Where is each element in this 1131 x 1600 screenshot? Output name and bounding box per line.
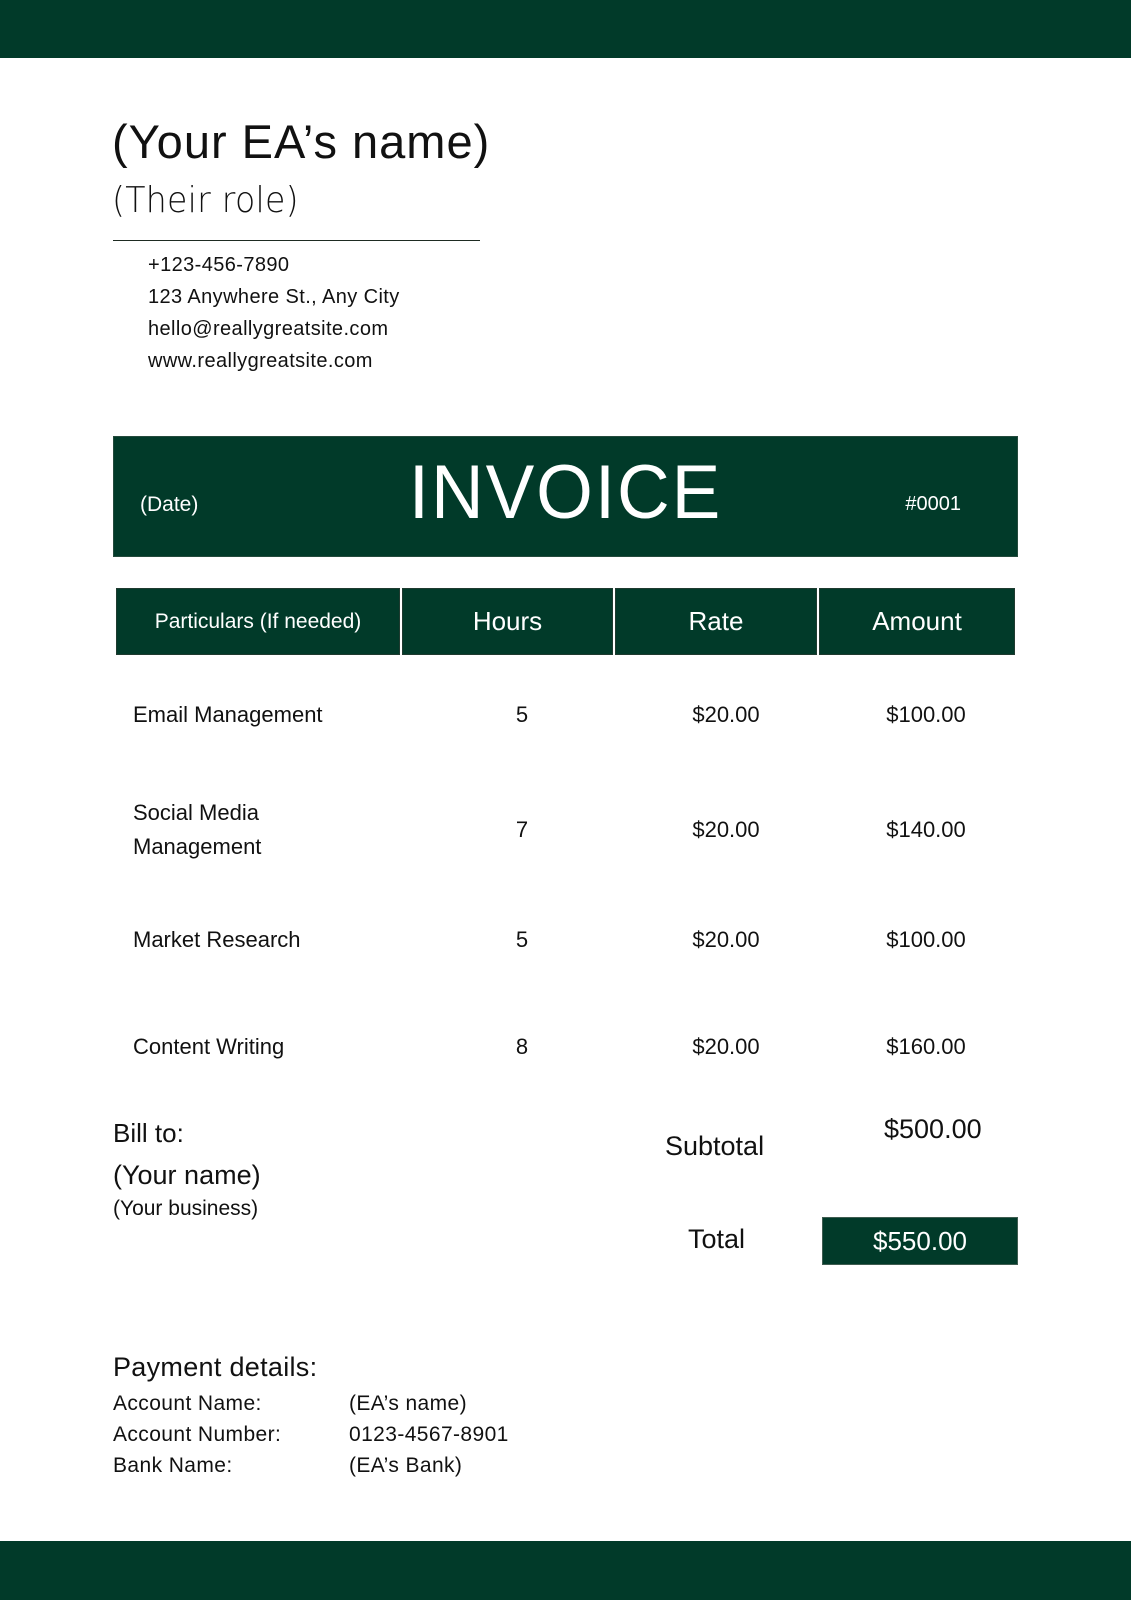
top-decorative-bar <box>0 0 1131 58</box>
row-hours: 8 <box>515 1034 529 1059</box>
bottom-decorative-bar <box>0 1541 1131 1600</box>
table-row <box>116 920 1016 960</box>
contact-phone: +123-456-7890 <box>148 254 290 276</box>
invoice-number: #0001 <box>905 493 961 515</box>
row-amount: $100.00 <box>886 927 966 952</box>
row-amount: $140.00 <box>886 817 966 842</box>
bank-name-label: Bank Name: <box>113 1454 233 1477</box>
column-header-hours: Hours <box>402 588 613 655</box>
row-amount: $160.00 <box>886 1034 966 1059</box>
bank-name-value: (EA’s Bank) <box>349 1454 463 1477</box>
row-amount: $100.00 <box>886 702 966 727</box>
row-description: Email Management <box>133 702 323 727</box>
account-number-label: Account Number: <box>113 1423 282 1446</box>
account-number-value: 0123-4567-8901 <box>349 1423 509 1446</box>
account-name-value: (EA’s name) <box>349 1392 467 1415</box>
column-header-particulars: Particulars (If needed) <box>116 588 400 655</box>
table-row <box>116 795 1016 865</box>
invoice-banner <box>113 436 1018 557</box>
row-rate: $20.00 <box>692 817 760 842</box>
column-header-amount: Amount <box>819 588 1015 655</box>
bill-to-label: Bill to: <box>113 1118 184 1148</box>
row-hours: 7 <box>515 817 529 842</box>
row-description: Content Writing <box>133 1034 285 1059</box>
invoice-title: INVOICE <box>408 450 723 535</box>
contact-email: hello@reallygreatsite.com <box>148 318 389 340</box>
payment-details-title: Payment details: <box>113 1352 318 1382</box>
table-row <box>116 1027 1016 1067</box>
account-name-label: Account Name: <box>113 1392 262 1415</box>
row-description: Market Research <box>133 927 301 952</box>
ea-role: (Their role) <box>112 180 299 221</box>
ea-name: (Your EA’s name) <box>112 115 491 168</box>
row-rate: $20.00 <box>692 702 760 727</box>
row-hours: 5 <box>515 702 529 727</box>
row-rate: $20.00 <box>692 1034 760 1059</box>
contact-website: www.reallygreatsite.com <box>148 350 373 372</box>
bill-to-business: (Your business) <box>113 1197 259 1220</box>
header-divider <box>113 240 480 241</box>
total-label: Total <box>688 1224 746 1254</box>
invoice-date: (Date) <box>140 493 199 516</box>
row-rate: $20.00 <box>692 927 760 952</box>
contact-address: 123 Anywhere St., Any City <box>148 286 400 308</box>
row-description: Social Media Management <box>133 800 262 859</box>
total-value: $550.00 <box>822 1217 1018 1265</box>
bill-to-name: (Your name) <box>113 1160 261 1190</box>
subtotal-value: $500.00 <box>884 1114 982 1144</box>
column-header-rate: Rate <box>615 588 817 655</box>
subtotal-label: Subtotal <box>665 1131 765 1161</box>
row-hours: 5 <box>515 927 529 952</box>
table-row <box>116 695 1016 735</box>
